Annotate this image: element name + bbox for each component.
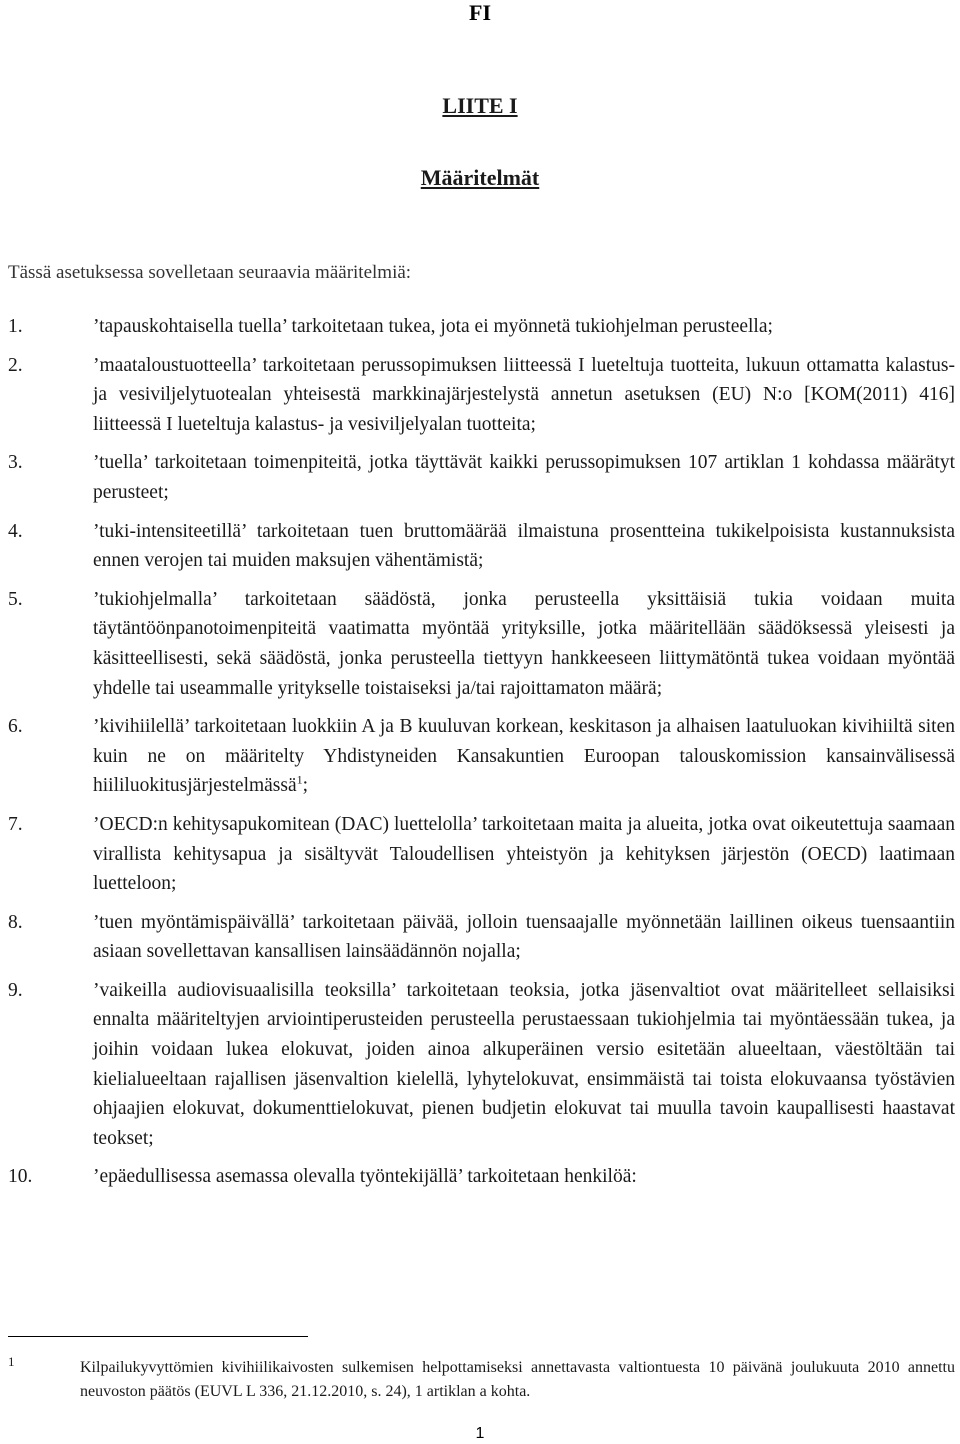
definition-number: 7. (8, 813, 23, 835)
definition-item (8, 448, 955, 507)
definition-text: ’tapauskohtaisella tuella’ tarkoitetaan tukea, jota ei myönnetä tukiohjelman perusteella; (93, 316, 773, 337)
footnote-text: Kilpailukyvyttömien kivihiilikaivosten sulkemisen helpottamiseksi annettavasta valtiontuesta 10 päivänä joulukuuta 2010 annettu neuvoston päätös (EUVL L 336, 21.12.2010, s. 24), 1 artiklan a kohta. (80, 1359, 955, 1400)
definition-text: ’epäedullisessa asemassa olevalla työntekijällä’ tarkoitetaan henkilöä: (93, 1166, 637, 1188)
definition-text: ’tuki-intensiteetillä’ tarkoitetaan tuen bruttomäärää ilmaistuna prosentteina tukikelpoisista kustannuksista ennen verojen tai muiden maksujen vähentämistä; (93, 520, 955, 572)
definitions-list (8, 312, 955, 1201)
definition-number: 5. (8, 588, 23, 610)
footnote (8, 1356, 955, 1404)
definition-text: ’vaikeilla audiovisuaalisilla teoksilla’ tarkoitetaan teoksia, jotka jäsenvaltiot ovat määritelleet sellaisiksi ennalta määriteltyjen arviointiperusteiden perusteella perustaessaan tukiohjelmia tai myöntäessään tukea, ja joihin voidaan lukea elokuvat, joiden ainoa alkuperäinen versio esitetään alueeltaan, väestöltään tai kielialueeltaan rajallisen jäsenvaltion kielellä, lyhytelokuvat, ensimmäistä tai toista elokuvaansa työstävien ohjaajien elokuvat, dokumenttielokuvat, pienen budjetin elokuvat tai muulla tavoin kaupallisesti haastavat teokset; (93, 979, 955, 1149)
footnote-separator (8, 1336, 308, 1337)
intro-text: Tässä asetuksessa sovelletaan seuraavia määritelmiä: (8, 262, 412, 283)
definition-number: 2. (8, 354, 23, 376)
definition-number: 9. (8, 979, 23, 1001)
definition-number: 8. (8, 911, 23, 933)
footnote-number: 1 (8, 1354, 15, 1369)
definition-item (8, 585, 955, 703)
definition-text: ’tuella’ tarkoitetaan toimenpiteitä, jotka täyttävät kaikki perussopimuksen 107 artiklan 1 kohdassa määrätyt perusteet; (93, 452, 955, 503)
definition-text: ’tukiohjelmalla’ tarkoitetaan säädöstä, jonka perusteella yksittäisiä tukia voidaan muita täytäntöönpanotoimenpiteitä vaatimatta myöntää yrityksille, jotka määritellään säädöksessä yleisesti ja käsitteellisesti, sekä säädöstä, jonka perusteella tiettyyn hankkeeseen liittymätöntä tukea voidaan myöntää yhdelle tai useammalle yritykselle toistaiseksi ja/tai rajoittamaton määrä; (93, 588, 955, 699)
definition-item (8, 312, 955, 342)
definition-text: ’maataloustuotteella’ tarkoitetaan perussopimuksen liitteessä I lueteltuja tuotteita, lukuun ottamatta kalastus- ja vesiviljelytuotealan yhteisestä markkinajärjestelystä annetun asetuksen (EU) N:o [KOM(2011) 416] liitteessä I lueteltuja kalastus- ja vesiviljelyalan tuotteita; (93, 354, 955, 435)
definition-number: 4. (8, 520, 23, 542)
definition-number: 1. (8, 316, 23, 337)
definition-item (8, 976, 955, 1154)
definition-item (8, 1162, 955, 1192)
definition-item (8, 908, 955, 967)
definition-text: ’tuen myöntämispäivällä’ tarkoitetaan päivää, jolloin tuensaajalle myönnetään laillinen oikeus tuensaantiin asiaan sovellettavan kansallisen lainsäädännön nojalla; (93, 911, 955, 963)
definition-text: ’OECD:n kehitysapukomitean (DAC) luettelolla’ tarkoitetaan maita ja alueita, jotka ovat oikeutettuja saamaan virallista kehitysapua ja sisältyvät Taloudellisen yhteistyön ja kehityksen järjestön (OECD) laatimaan luetteloon; (93, 813, 955, 895)
language-code: FI (469, 0, 491, 25)
definition-item (8, 810, 955, 899)
section-title: Määritelmät (420, 165, 540, 190)
definition-text: ’kivihiilellä’ tarkoitetaan luokkiin A ja B kuuluvan korkean, keskitason ja alhaisen laatuluokan kivihiiltä siten kuin ne on määritelty Yhdistyneiden Kansakuntien Euroopan talouskomission kansainvälisessä hiililuokitusjärjestelmässä (93, 716, 955, 797)
page-number: 1 (475, 1425, 485, 1442)
definition-item (8, 712, 955, 801)
definition-item (8, 517, 955, 576)
definition-item (8, 351, 955, 440)
definition-number: 3. (8, 452, 23, 474)
definition-text-tail: ; (302, 775, 309, 797)
definition-number: 10. (8, 1166, 33, 1188)
definition-number: 6. (8, 716, 23, 738)
footnote-reference[interactable]: 1 (296, 772, 303, 787)
annex-title: LIITE I (442, 93, 518, 118)
